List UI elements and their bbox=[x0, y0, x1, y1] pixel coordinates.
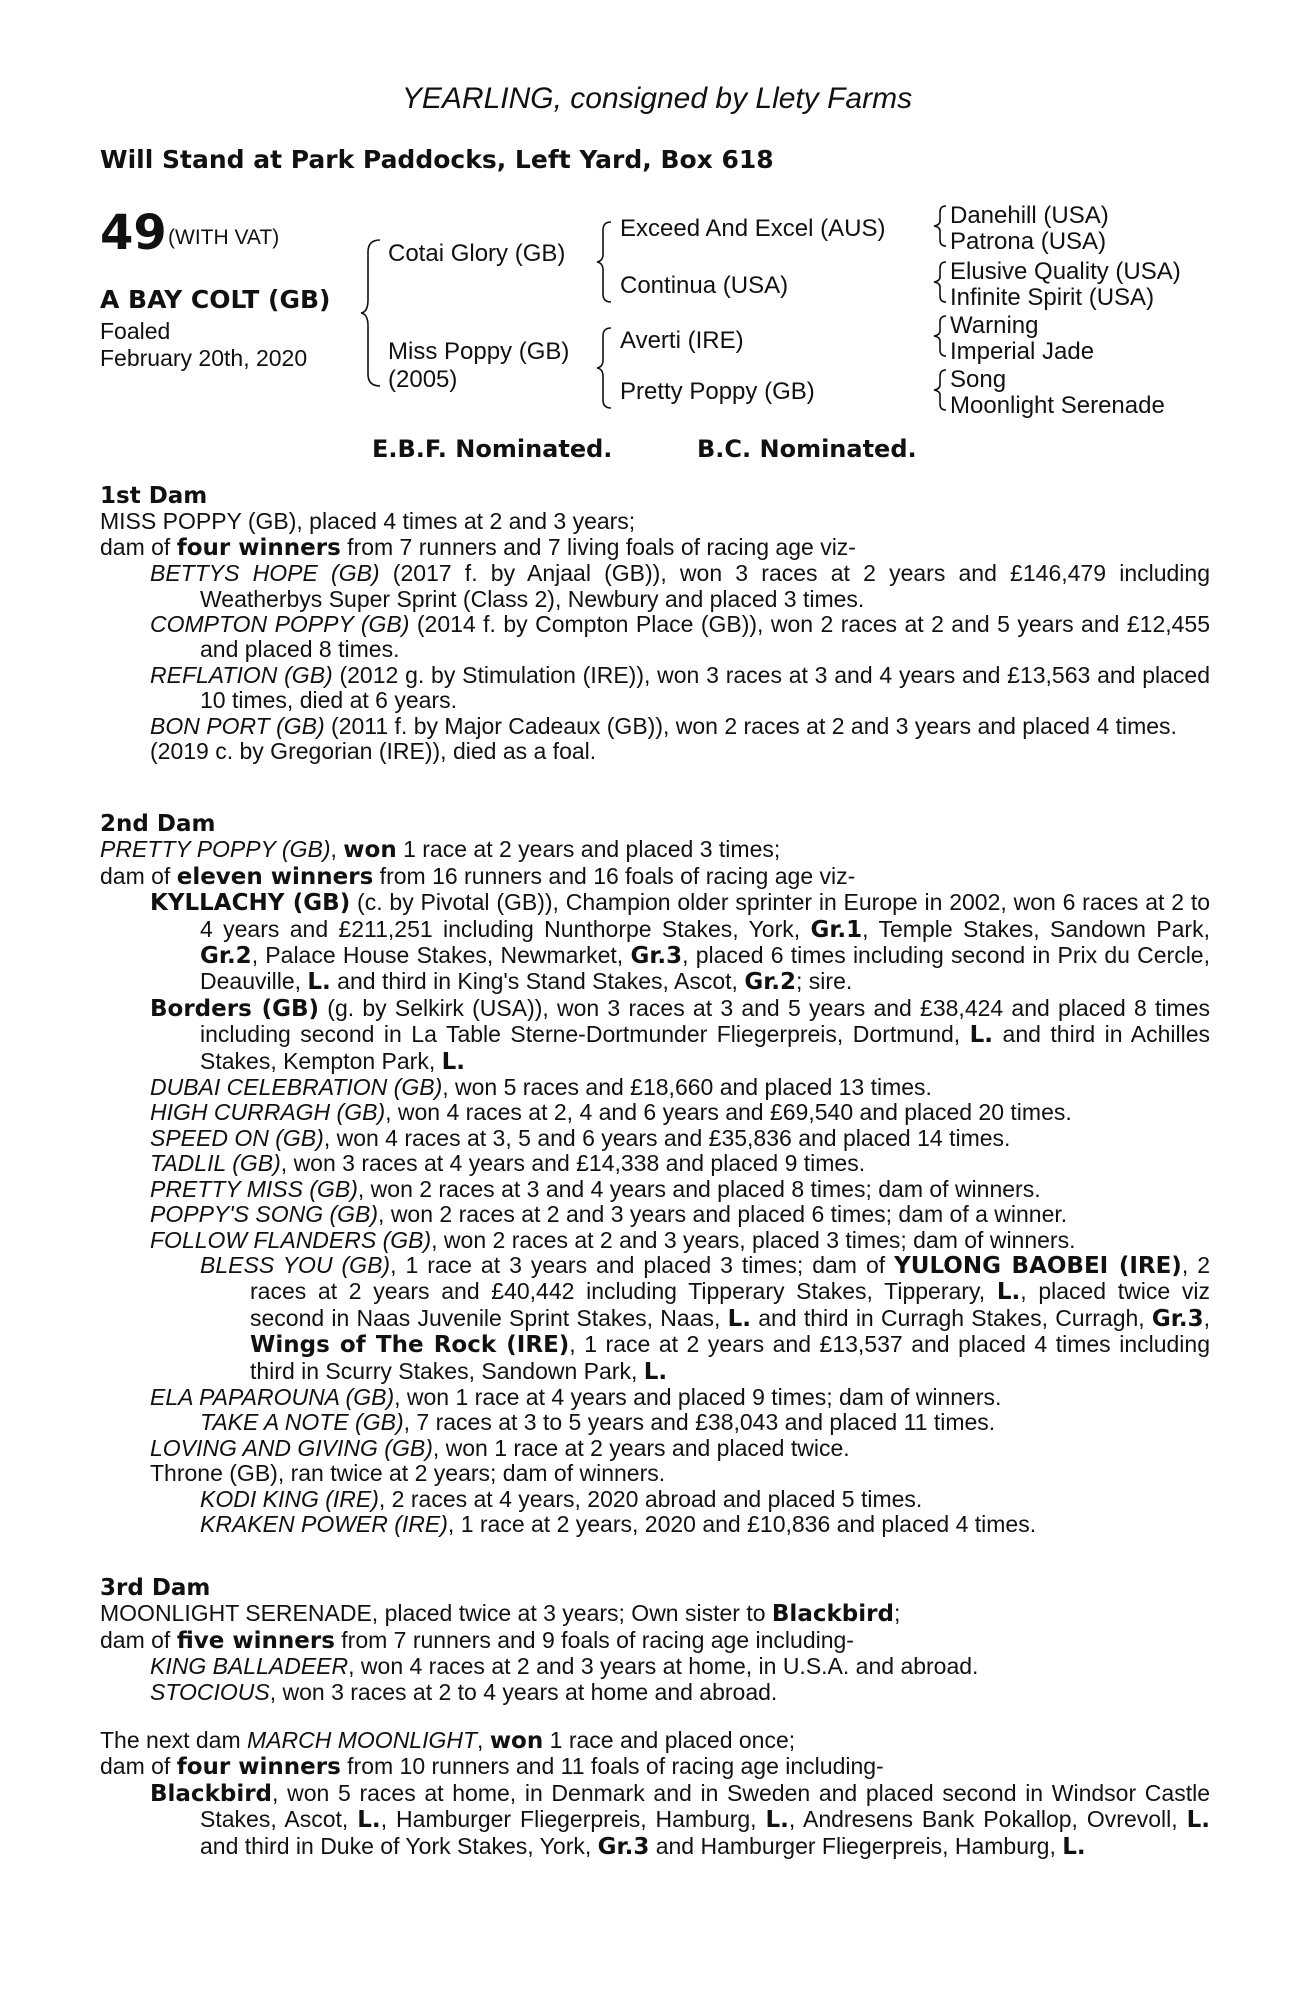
pedigree-dam-sire: Averti (IRE) bbox=[620, 327, 744, 354]
foaled-info bbox=[100, 318, 307, 372]
third-dam-produce-summary: dam of five winners from 7 runners and 9 foals of racing age including- bbox=[100, 1626, 854, 1654]
produce-entry: DUBAI CELEBRATION (GB), won 5 races and £18,660 and placed 13 times. bbox=[150, 1074, 932, 1101]
pedigree-brace-main bbox=[360, 238, 382, 388]
vat-note: (WITH VAT) bbox=[168, 226, 280, 249]
grandproduce-entry: TAKE A NOTE (GB), 7 races at 3 to 5 years and £38,043 and placed 11 times. bbox=[200, 1409, 996, 1436]
pedigree-brace-ds bbox=[932, 314, 948, 358]
first-dam-produce-summary: dam of four winners from 7 runners and 7 living foals of racing age viz- bbox=[100, 533, 856, 561]
pedigree-dsd: Imperial Jade bbox=[950, 338, 1095, 365]
pedigree-dss: Warning bbox=[950, 312, 1039, 339]
foaled-date: February 20th, 2020 bbox=[100, 345, 308, 371]
pedigree-brace-sd bbox=[932, 260, 948, 304]
pedigree-dam-year: (2005) bbox=[388, 366, 458, 393]
first-dam-heading: 1st Dam bbox=[100, 483, 208, 509]
pedigree-sire-dam: Continua (USA) bbox=[620, 272, 789, 299]
pedigree-dam-dam: Pretty Poppy (GB) bbox=[620, 378, 815, 405]
pedigree-brace-ss bbox=[932, 204, 948, 248]
second-dam-produce-summary: dam of eleven winners from 16 runners and 16 foals of racing age viz- bbox=[100, 862, 856, 890]
fourth-dam-produce-summary: dam of four winners from 10 runners and 11 foals of racing age including- bbox=[100, 1753, 884, 1781]
second-dam-line: PRETTY POPPY (GB), won 1 race at 2 years and placed 3 times; bbox=[100, 836, 781, 864]
pedigree-sire-sire: Exceed And Excel (AUS) bbox=[620, 215, 886, 242]
pedigree-sire: Cotai Glory (GB) bbox=[388, 240, 566, 267]
pedigree-sds: Elusive Quality (USA) bbox=[950, 258, 1181, 285]
produce-entry: Borders (GB) (g. by Selkirk (USA)), won 3 races at 3 and 5 years and £38,424 and placed 8 times including second in La Table Sterne-Dortmunder Fliegerpreis, Dortmund, L. and third in Achilles Stakes, Kempton Park, L. bbox=[150, 994, 1211, 1075]
first-dam-line: MISS POPPY (GB), placed 4 times at 2 and 3 years; bbox=[100, 508, 636, 535]
stand-location: Will Stand at Park Paddocks, Left Yard, Box 618 bbox=[100, 145, 774, 174]
produce-entry: Throne (GB), ran twice at 2 years; dam of winners. bbox=[150, 1460, 666, 1487]
pedigree-brace-sire bbox=[595, 220, 613, 304]
lot-title: A BAY COLT (GB) bbox=[100, 285, 331, 314]
fourth-dam-section bbox=[100, 1728, 1210, 1860]
pedigree-dam: Miss Poppy (GB) bbox=[388, 338, 570, 365]
produce-entry: KYLLACHY (GB) (c. by Pivotal (GB)), Champion older sprinter in Europe in 2002, won 6 races at 2 to 4 years and £211,251 including Nunthorpe Stakes, York, Gr.1, Temple Stakes, Sandown Park, Gr.2, Palace House Stakes, Newmarket, Gr.3, placed 6 times including second in Prix du Cercle, Deauville, L. and third in King's Stand Stakes, Ascot, Gr.2; sire. bbox=[150, 889, 1211, 996]
produce-entry: SPEED ON (GB), won 4 races at 3, 5 and 6 years and £35,836 and placed 14 times. bbox=[150, 1124, 1011, 1151]
produce-entry: PRETTY MISS (GB), won 2 races at 3 and 4 years and placed 8 times; dam of winners. bbox=[150, 1175, 1041, 1202]
pedigree-ssd: Patrona (USA) bbox=[950, 228, 1107, 255]
third-dam-heading: 3rd Dam bbox=[100, 1575, 211, 1601]
third-dam-line: MOONLIGHT SERENADE, placed twice at 3 years; Own sister to Blackbird; bbox=[100, 1600, 901, 1628]
pedigree-ddd: Moonlight Serenade bbox=[950, 392, 1165, 419]
produce-entry: POPPY'S SONG (GB), won 2 races at 2 and 3 years and placed 6 times; dam of a winner. bbox=[150, 1201, 1068, 1228]
catalogue-header: YEARLING, consigned by Llety Farms bbox=[401, 82, 913, 115]
first-dam-section bbox=[100, 484, 1210, 764]
produce-entry: Blackbird, won 5 races at home, in Denmark and in Sweden and placed second in Windsor Castle Stakes, Ascot, L., Hamburger Fliegerpreis, Hamburg, L., Andresens Bank Pokallop, Ovrevoll, L. and third in Duke of York Stakes, York, Gr.3 and Hamburger Fliegerpreis, Hamburg, L. bbox=[150, 1779, 1211, 1860]
grandproduce-entry: KRAKEN POWER (IRE), 1 race at 2 years, 2020 and £10,836 and placed 4 times. bbox=[200, 1510, 1037, 1537]
produce-entry: BON PORT (GB) (2011 f. by Major Cadeaux (GB)), won 2 races at 2 and 3 years and placed 4 times. bbox=[150, 712, 1177, 739]
bc-nomination: B.C. Nominated. bbox=[697, 435, 917, 463]
produce-entry: FOLLOW FLANDERS (GB), won 2 races at 2 and 3 years, placed 3 times; dam of winners. bbox=[150, 1226, 1076, 1253]
produce-entry: TADLIL (GB), won 3 races at 4 years and £14,338 and placed 9 times. bbox=[150, 1150, 866, 1177]
pedigree-brace-dam bbox=[595, 326, 613, 410]
second-dam-heading: 2nd Dam bbox=[100, 811, 216, 837]
grandproduce-entry: KODI KING (IRE), 2 races at 4 years, 2020 abroad and placed 5 times. bbox=[200, 1485, 923, 1512]
produce-entry: COMPTON POPPY (GB) (2014 f. by Compton Place (GB)), won 2 races at 2 and 5 years and £12,455 and placed 8 times. bbox=[150, 611, 1211, 663]
pedigree-brace-dd bbox=[932, 368, 948, 412]
pedigree-dds: Song bbox=[950, 366, 1007, 393]
fourth-dam-line: The next dam MARCH MOONLIGHT, won 1 race and placed once; bbox=[100, 1727, 796, 1754]
produce-entry: HIGH CURRAGH (GB), won 4 races at 2, 4 and 6 years and £69,540 and placed 20 times. bbox=[150, 1099, 1072, 1126]
grandproduce-entry: BLESS YOU (GB), 1 race at 3 years and placed 3 times; dam of YULONG BAOBEI (IRE), 2 races at 2 years and £40,442 including Tipperary Stakes, Tipperary, L., placed twice viz second in Naas Juvenile Sprint Stakes, Naas, L. and third in Curragh Stakes, Curragh, Gr.3, Wings of The Rock (IRE), 1 race at 2 years and £13,537 and placed 4 times including third in Scurry Stakes, Sandown Park, L. bbox=[200, 1251, 1210, 1385]
pedigree-sdd: Infinite Spirit (USA) bbox=[950, 284, 1155, 311]
produce-entry: KING BALLADEER, won 4 races at 2 and 3 years at home, in U.S.A. and abroad. bbox=[150, 1653, 979, 1680]
produce-entry: STOCIOUS, won 3 races at 2 to 4 years at home and abroad. bbox=[150, 1678, 778, 1705]
produce-entry: REFLATION (GB) (2012 g. by Stimulation (IRE)), won 3 races at 3 and 4 years and £13,563 and placed 10 times, died at 6 years. bbox=[150, 661, 1211, 714]
produce-entry: (2019 c. by Gregorian (IRE)), died as a foal. bbox=[150, 738, 597, 765]
third-dam-section bbox=[100, 1576, 1210, 1705]
produce-entry: BETTYS HOPE (GB) (2017 f. by Anjaal (GB)), won 3 races at 2 years and £146,479 including Weatherbys Super Sprint (Class 2), Newbury and placed 3 times. bbox=[150, 560, 1210, 612]
produce-entry: LOVING AND GIVING (GB), won 1 race at 2 years and placed twice. bbox=[150, 1434, 850, 1461]
lot-number: 49 bbox=[100, 205, 167, 261]
ebf-nomination: E.B.F. Nominated. bbox=[372, 435, 613, 463]
second-dam-section bbox=[100, 812, 1210, 1537]
foaled-label: Foaled bbox=[100, 318, 171, 344]
produce-entry: ELA PAPAROUNA (GB), won 1 race at 4 years and placed 9 times; dam of winners. bbox=[150, 1383, 1002, 1410]
pedigree-sss: Danehill (USA) bbox=[950, 202, 1109, 229]
